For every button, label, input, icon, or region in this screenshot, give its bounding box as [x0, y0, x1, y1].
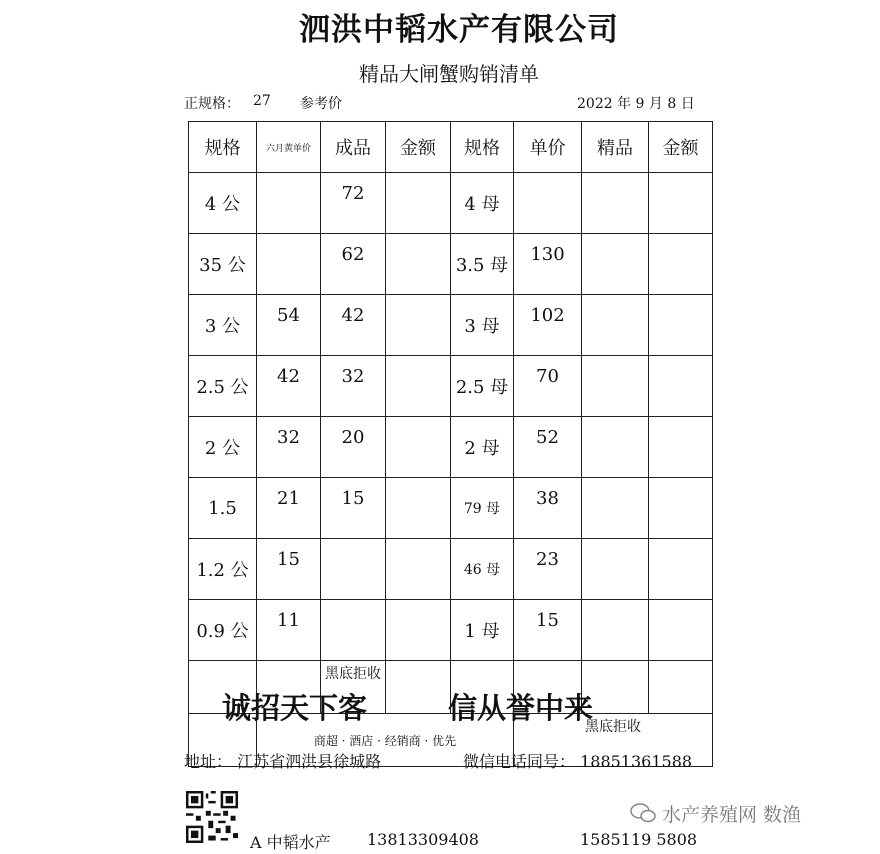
spec-value: 27	[253, 93, 271, 109]
table-cell	[649, 234, 713, 295]
table-cell	[582, 539, 649, 600]
spec-label: 正规格：	[184, 96, 240, 112]
table-header: 规格	[451, 122, 514, 173]
table-header: 规格	[189, 122, 257, 173]
table-cell: 1.2 公	[189, 539, 257, 600]
table-cell	[257, 234, 321, 295]
table-cell: 3 母	[451, 295, 514, 356]
table-row	[189, 417, 713, 478]
reference-price-label: 参考价	[300, 96, 342, 112]
table-cell	[582, 356, 649, 417]
table-row	[189, 173, 713, 234]
table-cell: 35 公	[189, 234, 257, 295]
table-cell	[514, 173, 582, 234]
table-cell: 46 母	[451, 539, 514, 600]
table-cell: 54	[257, 295, 321, 356]
table-header: 金额	[649, 122, 713, 173]
wechat-icon	[630, 803, 656, 823]
table-cell	[649, 173, 713, 234]
table-header: 成品	[321, 122, 386, 173]
table-row	[189, 539, 713, 600]
table-cell: 15	[514, 600, 582, 661]
document-date: 2022 年 9 月 8 日	[577, 96, 695, 112]
table-cell	[649, 417, 713, 478]
table-cell	[386, 417, 451, 478]
table-cell: 2.5 母	[451, 356, 514, 417]
table-cell	[321, 600, 386, 661]
table-cell	[582, 295, 649, 356]
phone-number-2: 1585119 5808	[580, 830, 698, 849]
table-cell	[582, 173, 649, 234]
table-cell: 130	[514, 234, 582, 295]
table-cell: 3.5 母	[451, 234, 514, 295]
table-cell: 21	[257, 478, 321, 539]
table-cell	[582, 234, 649, 295]
table-header-row	[189, 122, 713, 173]
table-cell	[649, 600, 713, 661]
address: 地址： 江苏省泗洪县徐城路	[184, 752, 382, 771]
slogan-right: 信从誉中来	[448, 691, 594, 725]
table-cell: 11	[257, 600, 321, 661]
table-cell: 4 母	[451, 173, 514, 234]
priority-note: 商超 · 酒店 · 经销商 · 优先	[257, 714, 514, 767]
table-cell	[386, 356, 451, 417]
table-cell: 62	[321, 234, 386, 295]
table-cell: 1 母	[451, 600, 514, 661]
table-cell: 1.5	[189, 478, 257, 539]
table-header: 精品	[582, 122, 649, 173]
company-short-name: A 中韬水产	[250, 833, 331, 852]
table-cell: 72	[321, 173, 386, 234]
table-header: 单价	[514, 122, 582, 173]
table-cell	[649, 539, 713, 600]
watermark: 水产养殖网 数渔	[662, 804, 802, 826]
table-cell	[386, 234, 451, 295]
table-cell: 20	[321, 417, 386, 478]
table-cell: 3 公	[189, 295, 257, 356]
table-cell	[582, 478, 649, 539]
table-cell: 32	[321, 356, 386, 417]
table-header: 六月黄单价	[257, 122, 321, 173]
black-reject-note: 黑底拒收	[321, 661, 386, 714]
table-cell	[386, 600, 451, 661]
table-cell: 52	[514, 417, 582, 478]
table-row	[189, 600, 713, 661]
slogan-left: 诚招天下客	[222, 691, 368, 725]
price-table	[188, 121, 713, 767]
black-reject-note: 黑底拒收	[514, 714, 713, 767]
table-cell: 2.5 公	[189, 356, 257, 417]
table-cell: 38	[514, 478, 582, 539]
table-cell: 102	[514, 295, 582, 356]
table-row	[189, 478, 713, 539]
table-cell	[386, 173, 451, 234]
table-cell	[257, 173, 321, 234]
table-cell: 0.9 公	[189, 600, 257, 661]
table-cell	[582, 417, 649, 478]
table-cell	[582, 600, 649, 661]
qr-code-icon	[186, 791, 238, 843]
table-cell: 15	[257, 539, 321, 600]
table-row	[189, 356, 713, 417]
table-cell	[649, 478, 713, 539]
table-cell: 2 母	[451, 417, 514, 478]
table-cell	[386, 539, 451, 600]
table-row	[189, 295, 713, 356]
table-cell: 42	[321, 295, 386, 356]
table-cell: 32	[257, 417, 321, 478]
table-header: 金额	[386, 122, 451, 173]
company-name: 泗洪中韬水产有限公司	[299, 12, 619, 48]
table-cell: 42	[257, 356, 321, 417]
table-cell: 70	[514, 356, 582, 417]
table-cell: 15	[321, 478, 386, 539]
wechat-phone: 微信电话同号： 18851361588	[463, 752, 693, 771]
table-cell	[321, 539, 386, 600]
table-cell: 4 公	[189, 173, 257, 234]
table-cell	[649, 356, 713, 417]
table-cell: 79 母	[451, 478, 514, 539]
table-row	[189, 234, 713, 295]
table-cell	[386, 478, 451, 539]
table-cell	[649, 295, 713, 356]
phone-number-1: 13813309408	[367, 830, 479, 849]
document-title: 精品大闸蟹购销清单	[359, 62, 539, 86]
table-cell: 2 公	[189, 417, 257, 478]
table-cell	[386, 295, 451, 356]
table-cell: 23	[514, 539, 582, 600]
